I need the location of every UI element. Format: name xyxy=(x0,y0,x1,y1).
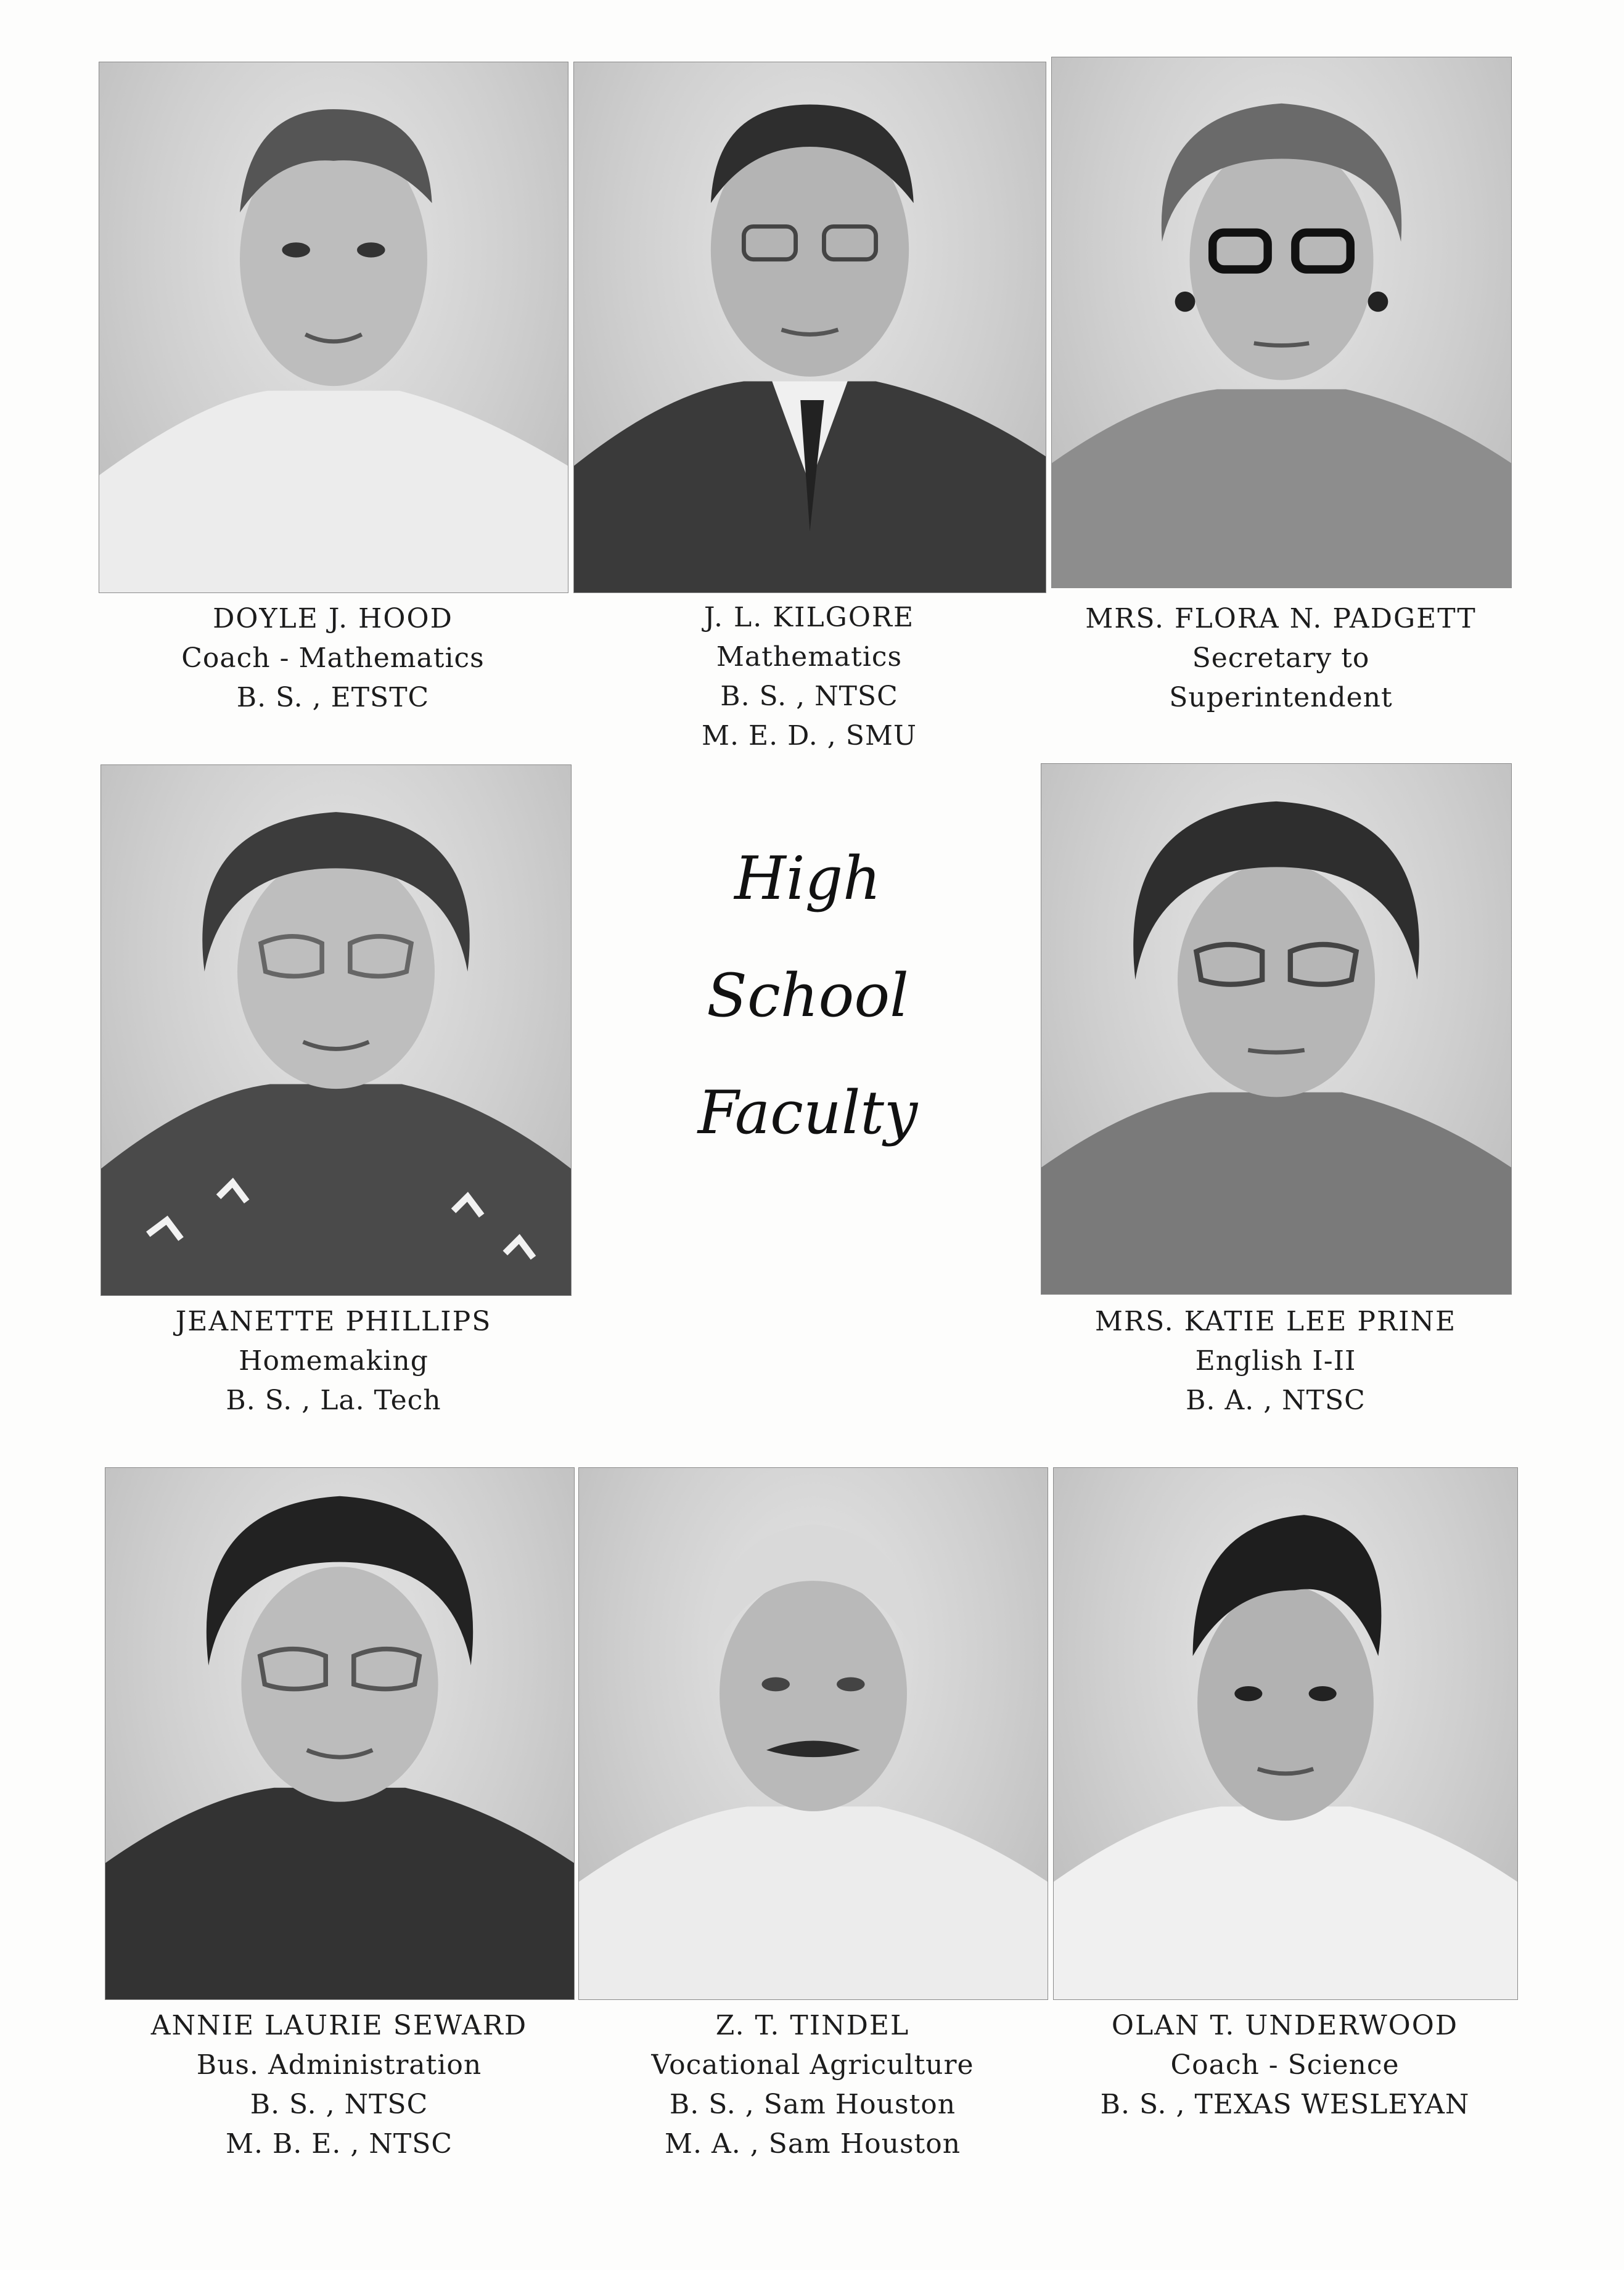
faculty-caption-padgett xyxy=(1051,599,1511,718)
faculty-role: Secretary to xyxy=(1192,642,1370,674)
faculty-name: OLAN T. UNDERWOOD xyxy=(1111,2010,1459,2041)
faculty-caption-prine xyxy=(1041,1302,1511,1420)
faculty-degree: B. A. , NTSC xyxy=(1186,1385,1366,1416)
portrait-photo-seward xyxy=(105,1467,575,2000)
faculty-caption-seward xyxy=(105,2006,573,2164)
portrait-photo-padgett xyxy=(1051,57,1512,588)
faculty-degree-2: M. B. E. , NTSC xyxy=(225,2128,453,2160)
faculty-caption-kilgore xyxy=(573,598,1045,756)
title-line-high: High xyxy=(734,844,881,913)
faculty-name: JEANETTE PHILLIPS xyxy=(175,1306,492,1337)
faculty-caption-hood xyxy=(99,599,567,718)
title-line-school: School xyxy=(707,961,909,1030)
faculty-degree: B. S. , NTSC xyxy=(250,2089,429,2120)
faculty-role: English I-II xyxy=(1195,1345,1356,1377)
title-line-faculty: Faculty xyxy=(697,1078,918,1147)
portrait-photo-tindel xyxy=(578,1467,1048,2000)
faculty-name: DOYLE J. HOOD xyxy=(213,603,453,634)
faculty-name: J. L. KILGORE xyxy=(703,602,915,633)
faculty-role: Vocational Agriculture xyxy=(651,2049,974,2081)
faculty-role: Coach - Mathematics xyxy=(181,642,485,674)
faculty-degree-2: M. A. , Sam Houston xyxy=(664,2128,961,2160)
page-title xyxy=(678,820,937,1171)
faculty-degree: B. S. , Sam Houston xyxy=(669,2089,956,2120)
faculty-degree: B. S. , La. Tech xyxy=(226,1385,441,1416)
faculty-role-2: Superintendent xyxy=(1169,682,1393,713)
faculty-caption-underwood xyxy=(1053,2006,1517,2125)
portrait-photo-underwood xyxy=(1053,1467,1518,2000)
portrait-photo-prine xyxy=(1041,763,1512,1295)
faculty-role: Coach - Science xyxy=(1170,2049,1400,2081)
faculty-name: MRS. KATIE LEE PRINE xyxy=(1094,1306,1457,1337)
faculty-degree: B. S. , ETSTC xyxy=(236,682,430,713)
faculty-role: Homemaking xyxy=(239,1345,429,1377)
faculty-name: ANNIE LAURIE SEWARD xyxy=(150,2010,528,2041)
faculty-caption-tindel xyxy=(578,2006,1047,2164)
faculty-role: Bus. Administration xyxy=(196,2049,482,2081)
faculty-caption-phillips xyxy=(99,1302,568,1420)
faculty-degree: B. S. , NTSC xyxy=(720,681,898,712)
portrait-photo-hood xyxy=(99,62,568,593)
portrait-photo-kilgore xyxy=(573,62,1046,593)
faculty-degree-2: M. E. D. , SMU xyxy=(701,720,917,752)
faculty-name: Z. T. TINDEL xyxy=(715,2010,910,2041)
faculty-role: Mathematics xyxy=(716,641,903,673)
faculty-degree: B. S. , TEXAS WESLEYAN xyxy=(1100,2089,1470,2120)
faculty-name: MRS. FLORA N. PADGETT xyxy=(1085,603,1477,634)
portrait-photo-phillips xyxy=(100,764,572,1296)
